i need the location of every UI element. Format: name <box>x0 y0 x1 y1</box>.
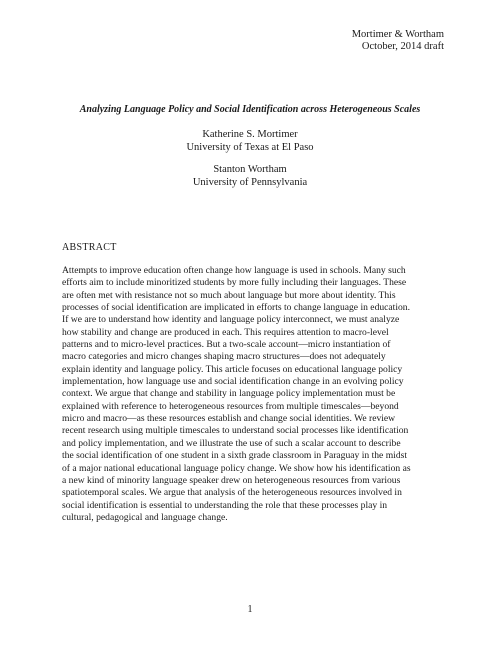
abstract-line: efforts aim to include minoritized students by more fully including their languages. These <box>62 277 407 289</box>
author-block <box>0 129 500 154</box>
paper-title: Analyzing Language Policy and Social Identification across Heterogeneous Scales <box>79 104 421 115</box>
running-head-authors: Mortimer & Wortham <box>351 29 444 40</box>
author-name: Katherine S. Mortimer <box>202 129 298 140</box>
author-affiliation: University of Pennsylvania <box>192 176 308 188</box>
abstract-line: of a major national educational language policy change. We show how his identification as <box>62 462 411 474</box>
author-block <box>0 164 500 189</box>
page-number: 1 <box>247 604 253 615</box>
abstract-line: how stability and change are produced in each. This requires attention to macro-level <box>62 326 389 338</box>
abstract-line: processes of social identification are implicated in efforts to change language in education. <box>62 302 411 314</box>
abstract-line: Attempts to improve education often change how language is used in schools. Many such <box>62 265 406 276</box>
abstract-line: explained with reference to heterogeneous resources from multiple timescales—beyond <box>62 400 399 412</box>
abstract-line: the social identification of one student in a sixth grade classroom in Paraguay in the midst <box>62 450 408 462</box>
abstract-line: spatiotemporal scales. We argue that analysis of the heterogeneous resources involved in <box>62 487 402 499</box>
running-head-date: October, 2014 draft <box>361 41 444 52</box>
abstract-line: cultural, pedagogical and language change. <box>62 511 228 523</box>
abstract-body <box>62 265 442 524</box>
abstract-line: social identification is essential to understanding the role that these processes play in <box>62 499 388 511</box>
abstract-line: explain identity and language policy. This article focuses on educational language policy <box>62 363 403 375</box>
abstract-line: recent research using multiple timescales to understand social processes like identification <box>62 425 409 437</box>
abstract-line: macro categories and micro changes shaping macro structures—does not adequately <box>62 351 386 363</box>
abstract-line: If we are to understand how identity and language policy interconnect, we must analyze <box>62 314 400 326</box>
abstract-line: implementation, how language use and social identification change in an evolving policy <box>62 376 404 388</box>
abstract-line: patterns and to micro-level practices. But a two-scale account—micro instantiation of <box>62 339 391 351</box>
abstract-line: a new kind of minority language speaker drew on heterogeneous resources from various <box>62 474 401 486</box>
abstract-line: context. We argue that change and stability in language policy implementation must be <box>62 388 396 400</box>
abstract-line: are often met with resistance not so much about language but more about identity. This <box>62 289 396 301</box>
running-head <box>352 29 444 53</box>
author-affiliation: University of Texas at El Paso <box>186 141 314 153</box>
author-name: Stanton Wortham <box>213 164 287 175</box>
abstract-line: and policy implementation, and we illustrate the use of such a scalar account to describe <box>62 437 401 449</box>
abstract-heading: ABSTRACT <box>62 242 117 253</box>
abstract-line: micro and macro—as these resources establish and change social identities. We review <box>62 413 396 425</box>
